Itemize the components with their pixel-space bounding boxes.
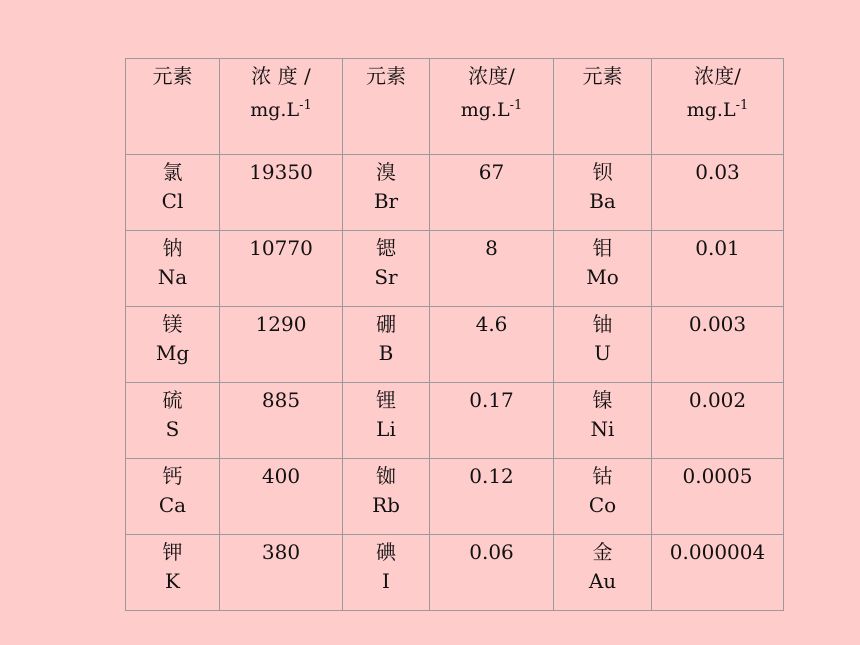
element-chinese-name: 镁 [162, 312, 183, 336]
concentration-value: 0.12 [469, 464, 514, 488]
element-chinese-name: 碘 [376, 540, 396, 564]
concentration-cell [430, 307, 554, 383]
header-element-2: 元素 [343, 59, 430, 155]
element-symbol: I [382, 569, 390, 593]
concentration-value: 0.003 [688, 312, 747, 336]
concentration-value: 0.000004 [669, 540, 766, 564]
element-cell [126, 307, 220, 383]
element-chinese-name: 钡 [592, 160, 613, 184]
element-symbol: U [594, 341, 611, 365]
element-chinese-name: 钼 [592, 236, 613, 260]
element-cell [126, 535, 220, 611]
concentration-value: 885 [261, 388, 301, 412]
concentration-cell [430, 231, 554, 307]
concentration-value: 19350 [249, 160, 313, 184]
element-symbol: Li [376, 417, 396, 441]
table-row [126, 155, 784, 231]
concentration-cell [220, 307, 343, 383]
element-cell [554, 535, 652, 611]
table-row [126, 307, 784, 383]
element-cell [126, 459, 220, 535]
element-symbol: S [165, 417, 180, 441]
element-symbol: Rb [372, 493, 400, 517]
concentration-value: 4.6 [475, 312, 508, 336]
element-symbol: Au [588, 569, 617, 593]
element-cell [554, 459, 652, 535]
concentration-cell [220, 459, 343, 535]
table-row [126, 459, 784, 535]
header-concentration-1: 浓 度 / $mg.L^{-1}$ [220, 59, 343, 155]
concentration-value: 0.03 [695, 160, 740, 184]
element-chinese-name: 铷 [376, 464, 396, 488]
element-symbol: Na [157, 265, 188, 289]
element-chinese-name: 镍 [592, 388, 613, 412]
concentration-value: 1290 [255, 312, 307, 336]
concentration-cell [652, 231, 784, 307]
element-symbol: Co [588, 493, 617, 517]
header-element-3: 元素 [554, 59, 652, 155]
concentration-value: 67 [478, 160, 505, 184]
element-chinese-name: 硼 [376, 312, 396, 336]
table-row [126, 535, 784, 611]
concentration-cell [220, 535, 343, 611]
table-row [126, 383, 784, 459]
element-symbol: B [378, 341, 394, 365]
element-cell [126, 383, 220, 459]
concentration-value: 400 [261, 464, 301, 488]
concentration-cell [652, 459, 784, 535]
concentration-cell [430, 535, 554, 611]
element-chinese-name: 锶 [376, 236, 396, 260]
concentration-cell [652, 155, 784, 231]
concentration-value: 0.002 [688, 388, 747, 412]
concentration-value: 0.06 [469, 540, 514, 564]
element-cell [554, 307, 652, 383]
element-cell [343, 231, 430, 307]
element-cell [554, 155, 652, 231]
concentration-cell [652, 383, 784, 459]
element-cell [343, 459, 430, 535]
element-symbol: Mg [155, 341, 190, 365]
element-chinese-name: 钠 [162, 236, 183, 260]
concentration-cell [652, 535, 784, 611]
element-chinese-name: 硫 [162, 388, 183, 412]
concentration-value: 0.01 [695, 236, 740, 260]
element-symbol: Mo [586, 265, 619, 289]
element-cell [343, 307, 430, 383]
element-cell [343, 155, 430, 231]
concentration-value: 8 [485, 236, 498, 260]
header-concentration-3: 浓度/ $mg.L^{-1}$ [652, 59, 784, 155]
element-chinese-name: 钙 [162, 464, 183, 488]
element-cell [126, 231, 220, 307]
element-chinese-name: 金 [592, 540, 613, 564]
element-chinese-name: 氯 [162, 160, 183, 184]
concentration-cell [430, 459, 554, 535]
element-cell [126, 155, 220, 231]
element-chinese-name: 铀 [592, 312, 613, 336]
element-cell [343, 383, 430, 459]
header-element-1: 元素 [126, 59, 220, 155]
concentration-value: 380 [261, 540, 301, 564]
element-concentration-table [125, 58, 784, 611]
element-symbol: Ba [589, 189, 616, 213]
table-body [126, 155, 784, 611]
element-chinese-name: 钾 [162, 540, 183, 564]
header-concentration-2: 浓度/ $mg.L^{-1}$ [430, 59, 554, 155]
element-chinese-name: 溴 [376, 160, 396, 184]
concentration-cell [220, 383, 343, 459]
element-cell [343, 535, 430, 611]
element-chinese-name: 锂 [376, 388, 396, 412]
element-symbol: Cl [161, 189, 184, 213]
element-symbol: Ca [158, 493, 187, 517]
concentration-cell [652, 307, 784, 383]
element-symbol: Ni [590, 417, 615, 441]
element-chinese-name: 钴 [592, 464, 613, 488]
concentration-cell [220, 231, 343, 307]
element-symbol: K [165, 569, 180, 593]
concentration-cell [430, 383, 554, 459]
concentration-cell [430, 155, 554, 231]
concentration-value: 0.0005 [682, 464, 753, 488]
element-symbol: Br [373, 189, 399, 213]
concentration-value: 10770 [249, 236, 313, 260]
table-row [126, 231, 784, 307]
table-header-row [126, 59, 784, 155]
concentration-cell [220, 155, 343, 231]
element-cell [554, 383, 652, 459]
element-symbol: Sr [374, 265, 398, 289]
element-cell [554, 231, 652, 307]
concentration-value: 0.17 [469, 388, 514, 412]
